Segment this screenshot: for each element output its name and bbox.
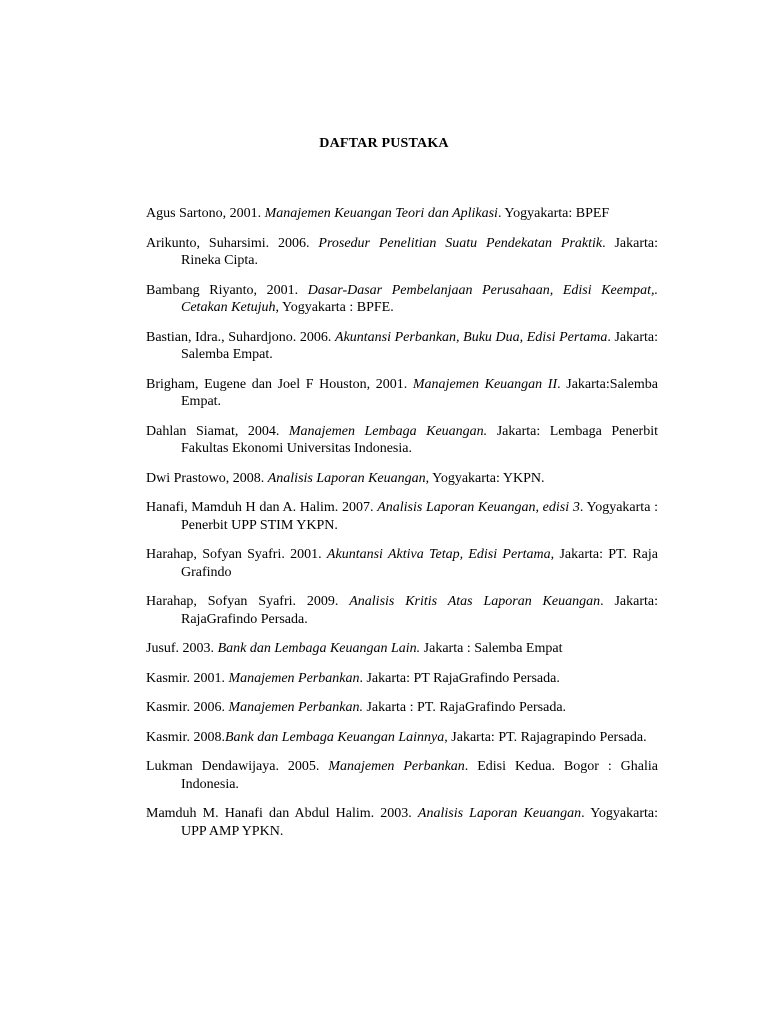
reference-publisher: . Yogyakarta : Penerbit UPP STIM YKPN.: [181, 500, 658, 533]
reference-item: [146, 758, 658, 793]
reference-item: [146, 470, 658, 488]
reference-author: Kasmir. 2006.: [146, 700, 229, 715]
reference-author: Dwi Prastowo, 2008.: [146, 470, 268, 486]
reference-publisher: . Yogyakarta: BPEF: [497, 206, 610, 221]
reference-title: Dasar-Dasar Pembelanjaan Perusahaan, Edisi Keempat,. Cetakan Ketujuh: [181, 282, 658, 315]
reference-author: Bastian, Idra., Suhardjono. 2006.: [146, 329, 336, 345]
reference-author: Harahap, Sofyan Syafri. 2009.: [146, 594, 350, 609]
reference-publisher: . Jakarta:Salemba Empat.: [181, 376, 658, 409]
reference-item: [146, 423, 658, 458]
reference-item: [146, 805, 658, 840]
reference-publisher: , Jakarta: PT. Raja Grafindo: [181, 547, 658, 580]
reference-item: [146, 235, 658, 270]
reference-item: [146, 205, 658, 223]
reference-publisher: Jakarta : Salemba Empat: [420, 641, 563, 656]
reference-item: [146, 282, 658, 317]
reference-title: Akuntansi Aktiva Tetap, Edisi Pertama: [326, 547, 551, 562]
reference-publisher: . Yogyakarta: UPP AMP YPKN.: [181, 806, 658, 839]
reference-item: [146, 699, 658, 717]
reference-title: Bank dan Lembaga Keuangan Lainnya: [224, 729, 445, 745]
reference-publisher: . Edisi Kedua. Bogor : Ghalia Indonesia.: [181, 759, 659, 792]
reference-author: Brigham, Eugene dan Joel F Houston, 2001.: [146, 376, 413, 392]
reference-item: [146, 729, 658, 747]
reference-publisher: . Jakarta: PT RajaGrafindo Persada.: [359, 670, 560, 686]
reference-item: [146, 593, 658, 628]
reference-item: [146, 670, 658, 688]
reference-item: [146, 640, 658, 658]
reference-author: Mamduh M. Hanafi dan Abdul Halim. 2003.: [146, 806, 418, 821]
reference-title: Manajemen Perbankan: [328, 759, 465, 774]
reference-title: Manajemen Perbankan.: [228, 700, 363, 715]
reference-item: [146, 329, 658, 364]
reference-item: [146, 376, 658, 411]
reference-title: Manajemen Perbankan: [228, 670, 360, 686]
reference-publisher: . Jakarta: Rineka Cipta.: [181, 235, 658, 268]
reference-author: Kasmir. 2001.: [146, 670, 229, 686]
reference-author: Hanafi, Mamduh H dan A. Halim. 2007.: [146, 500, 378, 515]
reference-publisher: , Jakarta: PT. Rajagrapindo Persada.: [444, 729, 647, 745]
reference-item: [146, 546, 658, 581]
reference-author: Agus Sartono, 2001.: [146, 206, 265, 221]
reference-author: Harahap, Sofyan Syafri. 2001.: [146, 547, 327, 562]
reference-publisher: . Jakarta: Salemba Empat.: [181, 329, 658, 362]
reference-publisher: , Yogyakarta: YKPN.: [425, 470, 545, 486]
reference-author: Lukman Dendawijaya. 2005.: [146, 759, 329, 774]
reference-author: Dahlan Siamat, 2004.: [146, 423, 289, 439]
reference-publisher: Jakarta: Lembaga Penerbit Fakultas Ekonomi Universitas Indonesia.: [181, 423, 658, 456]
reference-title: Analisis Laporan Keuangan: [267, 470, 426, 486]
reference-title: Bank dan Lembaga Keuangan Lain.: [217, 641, 421, 656]
reference-title: Analisis Laporan Keuangan, edisi 3: [377, 500, 580, 515]
reference-title: Analisis Laporan Keuangan: [417, 806, 582, 821]
reference-title: Akuntansi Perbankan, Buku Dua, Edisi Pertama: [335, 329, 608, 345]
reference-publisher: Jakarta : PT. RajaGrafindo Persada.: [362, 700, 567, 715]
reference-publisher: , Yogyakarta : BPFE.: [275, 300, 394, 315]
reference-item: [146, 499, 658, 534]
reference-title: Manajemen Lembaga Keuangan.: [288, 423, 488, 439]
reference-author: Arikunto, Suharsimi. 2006.: [146, 235, 319, 251]
reference-author: Bambang Riyanto, 2001.: [146, 282, 308, 298]
reference-title: Analisis Kritis Atas Laporan Keuangan: [349, 594, 601, 609]
reference-title: Manajemen Keuangan II: [412, 376, 558, 392]
reference-title: Prosedur Penelitian Suatu Pendekatan Praktik: [318, 235, 603, 251]
reference-title: Manajemen Keuangan Teori dan Aplikasi: [264, 206, 498, 221]
reference-list: [146, 205, 658, 852]
page-title: DAFTAR PUSTAKA: [319, 136, 449, 151]
reference-author: Jusuf. 2003.: [146, 641, 218, 656]
reference-author: Kasmir. 2008.: [146, 729, 225, 745]
reference-publisher: . Jakarta: RajaGrafindo Persada.: [181, 594, 658, 627]
